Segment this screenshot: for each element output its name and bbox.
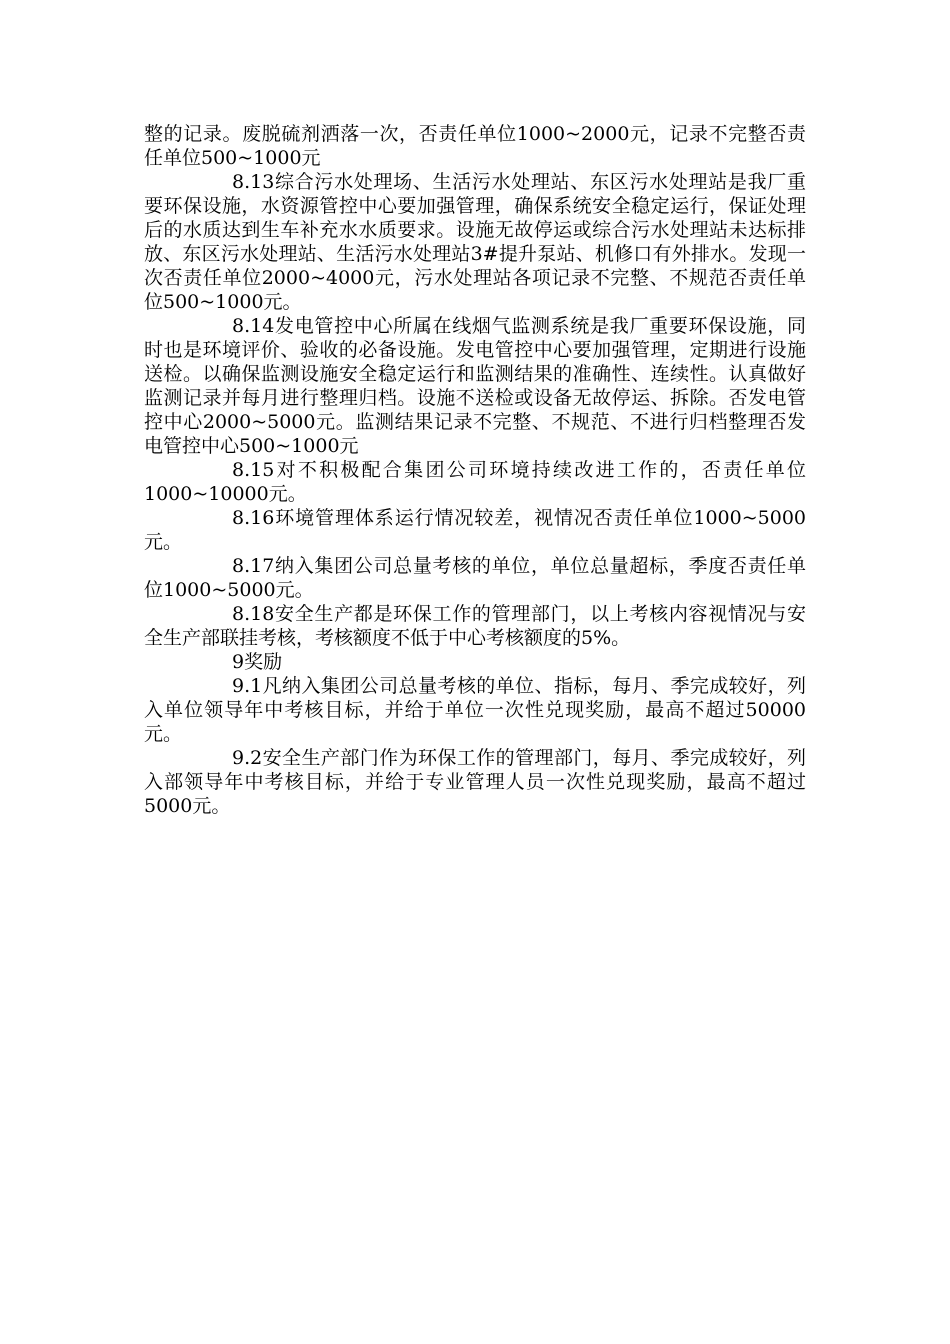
paragraph-9-1: 9.1凡纳入集团公司总量考核的单位、指标，每月、季完成较好，列入单位领导年中考核目标，并给于单位一次性兑现奖励，最高不超过50000元。 [144,675,806,745]
paragraph-8-15: 8.15对不积极配合集团公司环境持续改进工作的，否责任单位1000~10000元。 [144,459,806,505]
section-heading-9: 9奖励 [232,651,283,673]
paragraph-8-16: 8.16环境管理体系运行情况较差，视情况否责任单位1000~5000元。 [144,507,806,553]
paragraph-8-14: 8.14发电管控中心所属在线烟气监测系统是我厂重要环保设施，同时也是环境评价、验收的必备设施。发电管控中心要加强管理，定期进行设施送检。以确保监测设施安全稳定运行和监测结果的准确性、连续性。认真做好监测记录并每月进行整理归档。设施不送检或设备无故停运、拆除。否发电管控中心2000~5000元。监测结果记录不完整、不规范、不进行归档整理否发电管控中心500~1000元 [144,315,806,457]
paragraph-8-18: 8.18安全生产都是环保工作的管理部门，以上考核内容视情况与安全生产部联挂考核，考核额度不低于中心考核额度的5%。 [144,603,806,649]
paragraph-8-17: 8.17纳入集团公司总量考核的单位，单位总量超标，季度否责任单位1000~5000元。 [144,555,806,601]
paragraph-8-13: 8.13综合污水处理场、生活污水处理站、东区污水处理站是我厂重要环保设施，水资源管控中心要加强管理，确保系统安全稳定运行，保证处理后的水质达到生车补充水水质要求。设施无故停运或综合污水处理站未达标排放、东区污水处理站、生活污水处理站3#提升泵站、机修口有外排水。发现一次否责任单位2000~4000元，污水处理站各项记录不完整、不规范否责任单位500~1000元。 [144,171,806,313]
paragraph-continuation: 整的记录。废脱硫剂洒落一次，否责任单位1000~2000元，记录不完整否责任单位500~1000元 [144,123,806,169]
paragraph-9-2: 9.2安全生产部门作为环保工作的管理部门，每月、季完成较好，列入部领导年中考核目标，并给于专业管理人员一次性兑现奖励，最高不超过5000元。 [144,747,806,817]
document-body [144,122,806,818]
